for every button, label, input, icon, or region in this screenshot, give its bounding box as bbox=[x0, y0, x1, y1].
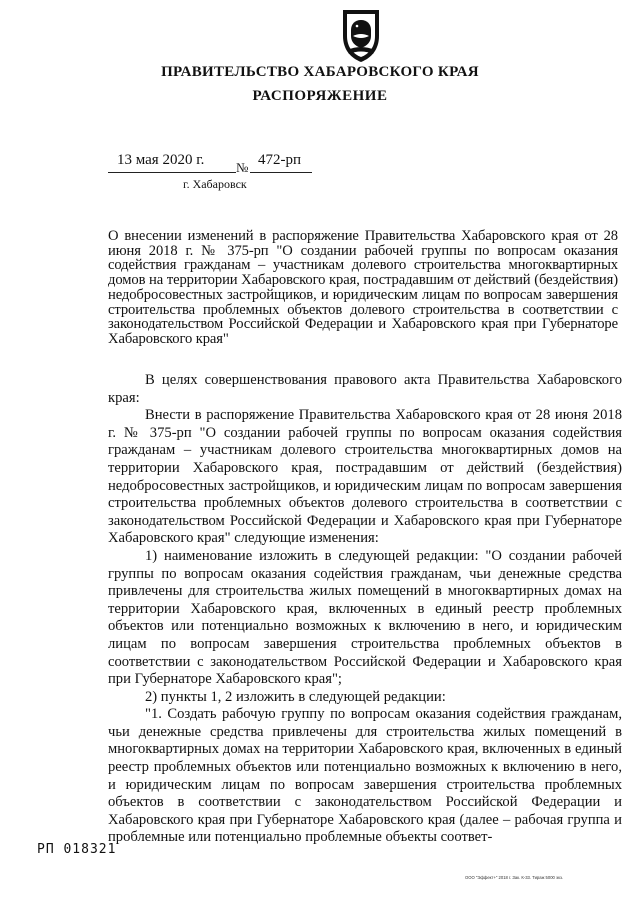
document-type: РАСПОРЯЖЕНИЕ bbox=[252, 88, 388, 104]
coat-of-arms-icon bbox=[337, 6, 385, 64]
document-city: г. Хабаровск bbox=[183, 177, 247, 191]
organization-name: ПРАВИТЕЛЬСТВО ХАБАРОВСКОГО КРАЯ bbox=[161, 64, 479, 80]
body-paragraph: 1) наименование изложить в следующей редакции: "О создании рабочей группы по вопросам оказания содействия гражданам, чьи денежные средства привлечены для строительства жилых помещений в многоквартирных домах на территории Хабаровского края, включенных в единый реестр проблемных объектов или потенциально возможных к включению в него, и юридическим лицам по вопросам завершения строительства проблемных объектов в соответствии с законодательством Российской Федерации и Хабаровского края при Губернаторе Хабаровского края"; bbox=[108, 547, 622, 688]
document-body bbox=[108, 372, 622, 847]
printer-note: ООО "Эффект+" 2018 г. Зак. К-33. Тираж 5000 экз. bbox=[465, 875, 564, 880]
document-date: 13 мая 2020 г. bbox=[117, 152, 205, 168]
date-underline bbox=[108, 172, 236, 173]
form-code: РП 018321 bbox=[37, 842, 117, 857]
body-paragraph: 2) пункты 1, 2 изложить в следующей редакции: bbox=[145, 688, 446, 705]
document-title: О внесении изменений в распоряжение Правительства Хабаровского края от 28 июня 2018 г. № 375-рп "О создании рабочей группы по вопросам оказания содействия гражданам – участникам долевого строительства многоквартирных домов на территории Хабаровского края, пострадавшим от действий (бездействия) недобросовестных застройщиков, и юридическим лицам по вопросам завершения строительства проблемных объектов долевого строительства в соответствии с законодательством Российской Федерации и Хабаровского края при Губернаторе Хабаровского края" bbox=[108, 228, 618, 347]
body-paragraph: "1. Создать рабочую группу по вопросам оказания содействия гражданам, чьи денежные средства привлечены для строительства жилых помещений в многоквартирных домах на территории Хабаровского края, включенных в единый реестр проблемных объектов или потенциально возможных к включению в него, и юридическим лицам по вопросам завершения строительства проблемных объектов в соответствии с законодательством Российской Федерации и Хабаровского края при Губернаторе Хабаровского края (далее – рабочая группа и проблемные или потенциально проблемные объекты соответ- bbox=[108, 706, 622, 846]
number-label: № bbox=[236, 160, 249, 175]
number-underline bbox=[250, 172, 312, 173]
body-paragraph: В целях совершенствования правового акта Правительства Хабаровского края: bbox=[108, 372, 622, 406]
body-paragraph: Внести в распоряжение Правительства Хабаровского края от 28 июня 2018 г. № 375-рп "О создании рабочей группы по вопросам оказания содействия гражданам – участникам долевого строительства многоквартирных домов на территории Хабаровского края, пострадавшим от действий (бездействия) недобросовестных застройщиков, и юридическим лицам по вопросам завершения строительства проблемных объектов долевого строительства в соответствии с законодательством Российской Федерации и Хабаровского края при Губернаторе Хабаровского края" следующие изменения: bbox=[108, 407, 622, 547]
document-number: 472-рп bbox=[258, 152, 302, 168]
